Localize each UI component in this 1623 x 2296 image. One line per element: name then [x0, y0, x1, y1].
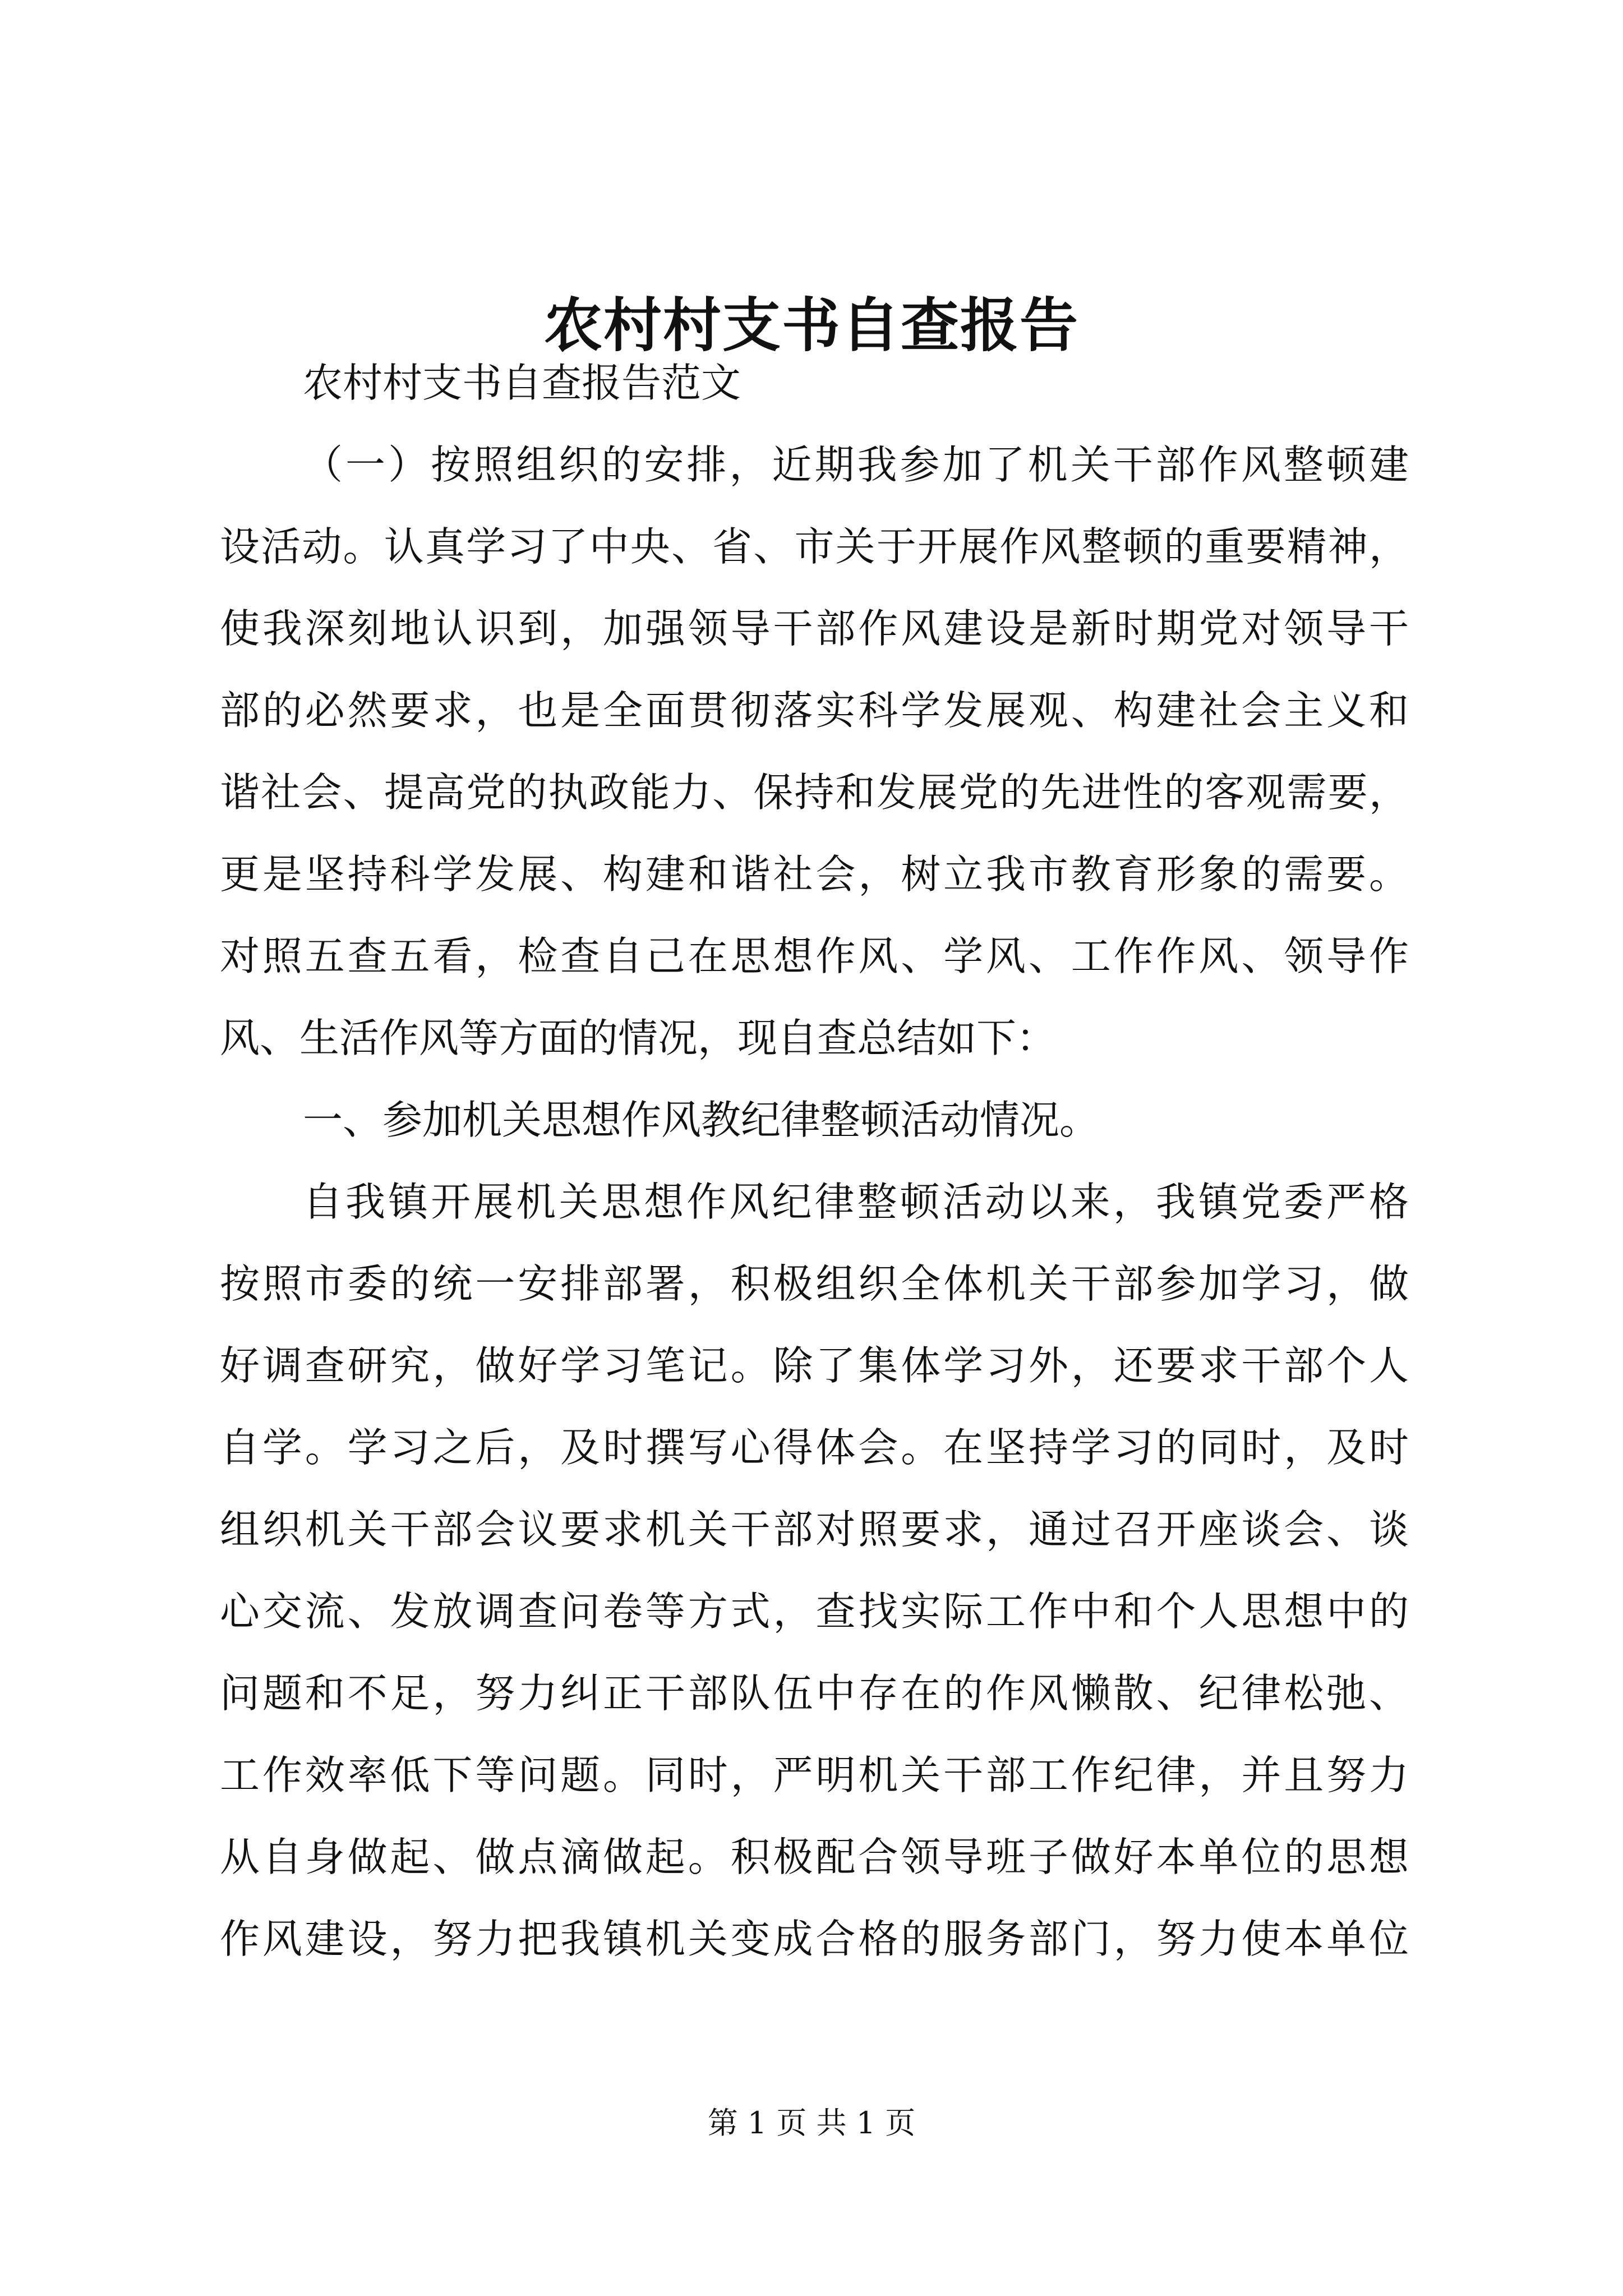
paragraph-line: 从自身做起、做点滴做起。积极配合领导班子做好本单位的思想	[220, 1834, 1409, 1880]
paragraph-line: 按照市委的统一安排部署，积极组织全体机关干部参加学习，做	[220, 1260, 1409, 1307]
paragraph-line: 更是坚持科学发展、构建和谐社会，树立我市教育形象的需要。	[220, 851, 1409, 898]
paragraph-line: 自我镇开展机关思想作风纪律整顿活动以来，我镇党委严格	[303, 1179, 1409, 1225]
paragraph-line: 工作效率低下等问题。同时，严明机关干部工作纪律，并且努力	[220, 1752, 1409, 1798]
page-footer: 第 1 页 共 1 页	[707, 2105, 916, 2141]
paragraph-line: 使我深刻地认识到，加强领导干部作风建设是新时期党对领导干	[220, 605, 1409, 652]
document-body	[220, 342, 1409, 1980]
paragraph-line: 问题和不足，努力纠正干部队伍中存在的作风懒散、纪律松弛、	[220, 1670, 1409, 1717]
paragraph-line: 作风建设，努力把我镇机关变成合格的服务部门，努力使本单位	[220, 1916, 1409, 1962]
paragraph-line: 好调查研究，做好学习笔记。除了集体学习外，还要求干部个人	[220, 1342, 1409, 1389]
paragraph-line: 谐社会、提高党的执政能力、保持和发展党的先进性的客观需要，	[220, 769, 1409, 816]
paragraph-line: 风、生活作风等方面的情况，现自查总结如下：	[220, 1015, 1057, 1061]
subtitle-line: 农村村支书自查报告范文	[303, 360, 741, 406]
document-title: 农村村支书自查报告	[543, 291, 1079, 360]
paragraph-line: 对照五查五看，检查自己在思想作风、学风、工作作风、领导作	[220, 933, 1409, 979]
paragraph-line: 部的必然要求，也是全面贯彻落实科学发展观、构建社会主义和	[220, 687, 1409, 734]
paragraph-line: 自学。学习之后，及时撰写心得体会。在坚持学习的同时，及时	[220, 1424, 1409, 1471]
section-heading: 一、参加机关思想作风教纪律整顿活动情况。	[303, 1097, 1100, 1143]
paragraph-line: （一）按照组织的安排，近期我参加了机关干部作风整顿建	[303, 441, 1409, 488]
paragraph-line: 心交流、发放调查问卷等方式，查找实际工作中和个人思想中的	[220, 1588, 1409, 1635]
paragraph-line: 设活动。认真学习了中央、省、市关于开展作风整顿的重要精神，	[220, 523, 1409, 570]
paragraph-line: 组织机关干部会议要求机关干部对照要求，通过召开座谈会、谈	[220, 1506, 1409, 1553]
